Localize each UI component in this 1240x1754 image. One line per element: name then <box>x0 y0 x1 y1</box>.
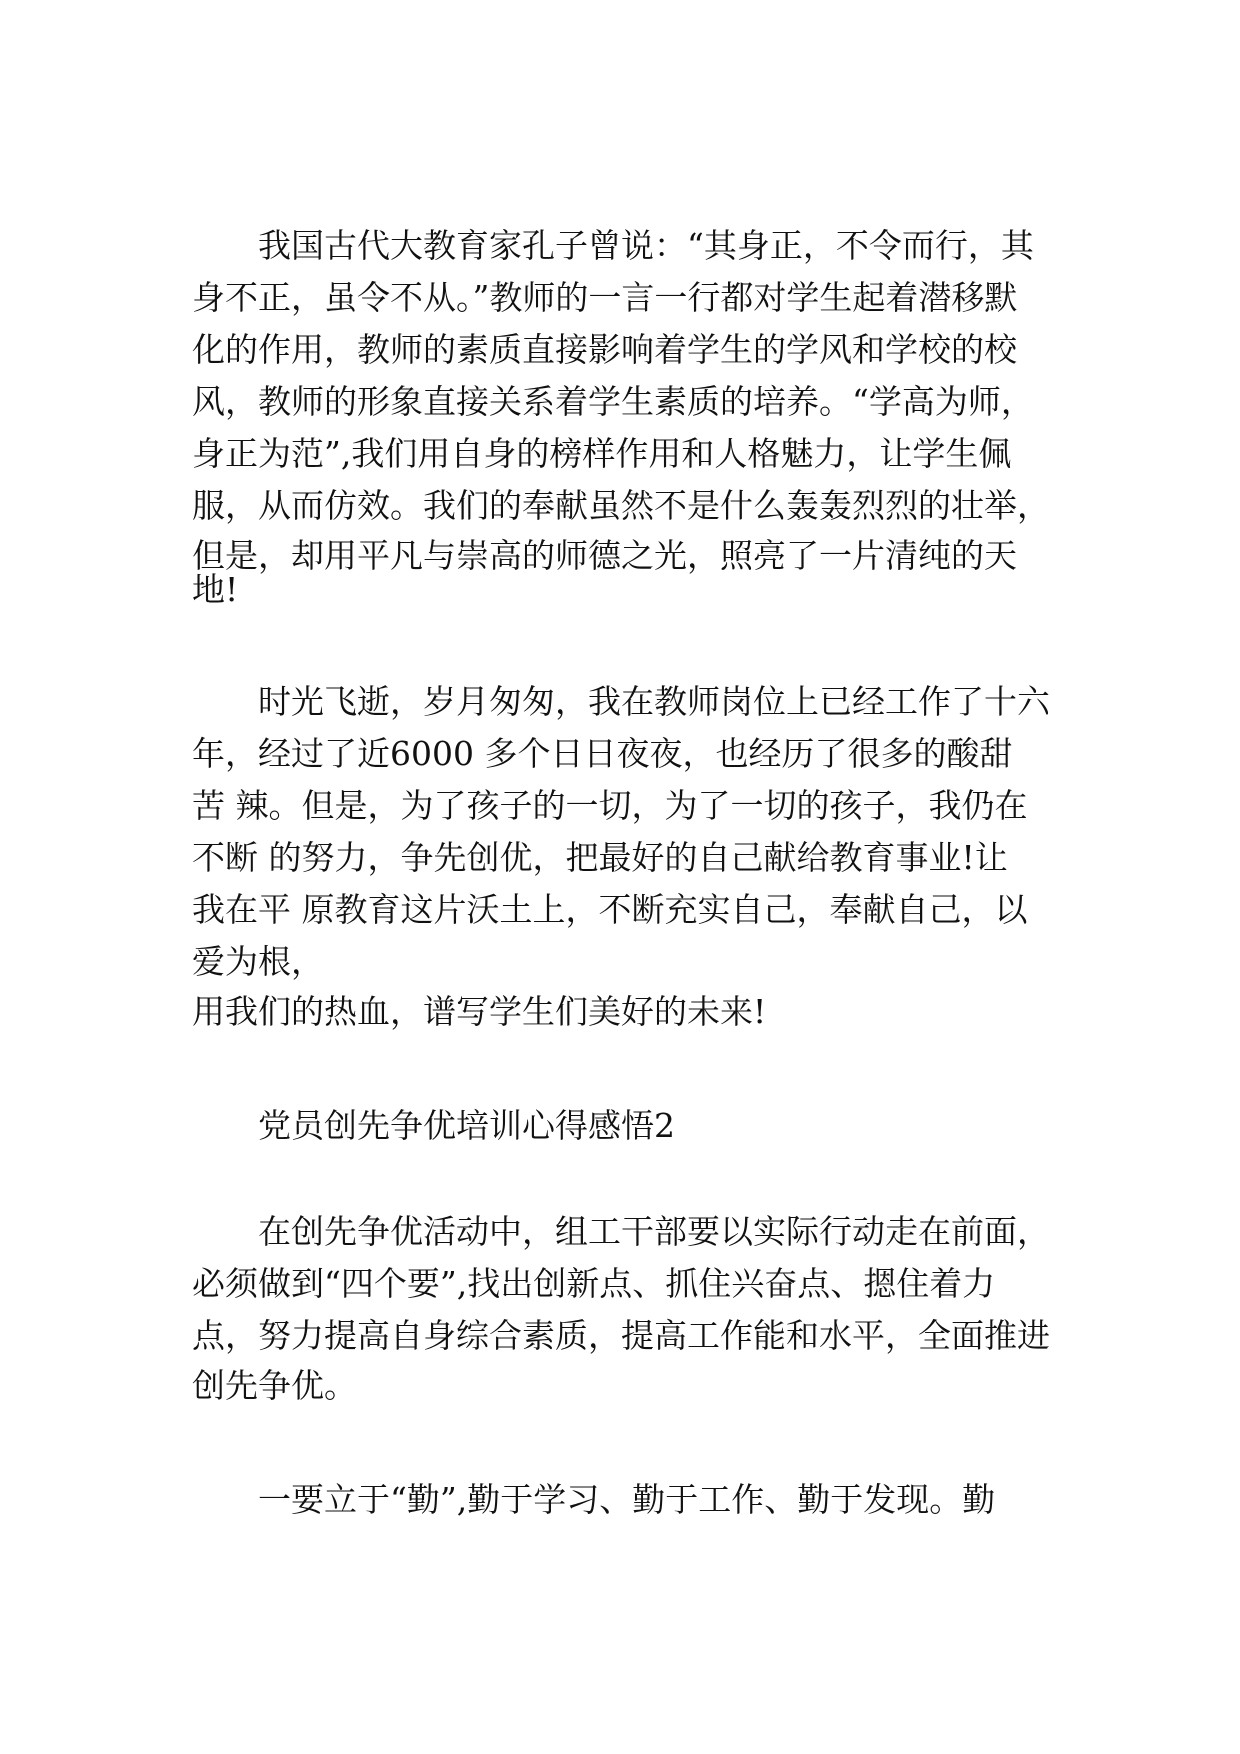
paragraph-3-line-3: 点，努力提高自身综合素质，提高工作能和水平，全面推进 <box>192 1316 1050 1355</box>
paragraph-2-line-6: 爱为根， <box>192 942 324 981</box>
paragraph-1-line-8: 地! <box>192 570 239 609</box>
paragraph-3-line-4: 创先争优。 <box>192 1366 357 1405</box>
paragraph-1-line-4: 风，教师的形象直接关系着学生素质的培养。“学高为师， <box>192 382 1034 421</box>
paragraph-2-line-5: 我在平 原教育这片沃土上，不断充实自己，奉献自己，以 <box>192 890 1028 929</box>
paragraph-1-line-5: 身正为范”,我们用自身的榜样作用和人格魅力，让学生佩 <box>192 434 1012 473</box>
paragraph-2-line-4: 不断 的努力，争先创优，把最好的自己献给教育事业!让 <box>192 838 1008 877</box>
paragraph-1-line-6: 服，从而仿效。我们的奉献虽然不是什么轰轰烈烈的壮举， <box>192 486 1050 525</box>
paragraph-2-line-2: 年，经过了近6000 多个日日夜夜，也经历了很多的酸甜 <box>192 734 1013 773</box>
paragraph-2-line-1: 时光飞逝，岁月匆匆，我在教师岗位上已经工作了十六 <box>258 682 1050 721</box>
paragraph-1-line-7: 但是，却用平凡与崇高的师德之光，照亮了一片清纯的天 <box>192 536 1017 575</box>
paragraph-1-line-2: 身不正，虽令不从。”教师的一言一行都对学生起着潜移默 <box>192 278 1018 317</box>
paragraph-1-line-3: 化的作用，教师的素质直接影响着学生的学风和学校的校 <box>192 330 1017 369</box>
paragraph-2-line-7: 用我们的热血，谱写学生们美好的未来! <box>192 992 767 1031</box>
paragraph-2-line-3: 苦 辣。但是，为了孩子的一切，为了一切的孩子，我仍在 <box>192 786 1028 825</box>
paragraph-3-line-2: 必须做到“四个要”,找出创新点、抓住兴奋点、摁住着力 <box>192 1264 996 1303</box>
section-heading: 党员创先争优培训心得感悟2 <box>258 1106 675 1145</box>
paragraph-4-line-1: 一要立于“勤”,勤于学习、勤于工作、勤于发现。勤 <box>258 1480 996 1519</box>
paragraph-1-line-1: 我国古代大教育家孔子曾说：“其身正，不令而行，其 <box>258 226 1034 265</box>
paragraph-3-line-1: 在创先争优活动中，组工干部要以实际行动走在前面， <box>258 1212 1050 1251</box>
